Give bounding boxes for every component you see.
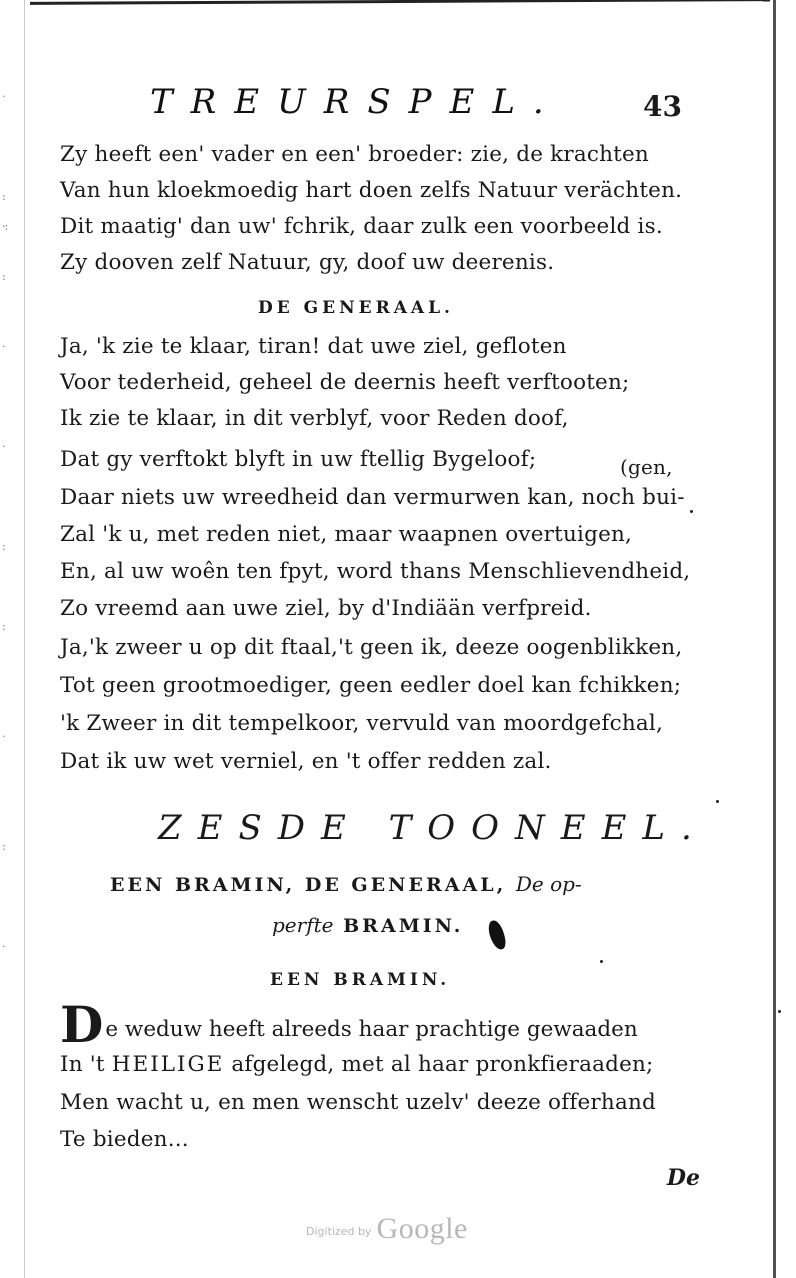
verse-line: Men wacht u, en men wenscht uzelv' deeze offerhand — [60, 1090, 656, 1115]
cast-names: BRAMIN. — [343, 915, 464, 937]
verse-line: Dat ik uw wet verniel, en 't offer redden zal. — [60, 749, 552, 774]
page-right-edge — [763, 0, 776, 1278]
verse-line — [60, 995, 638, 1054]
cast-list-line-1 — [110, 872, 582, 896]
verse-line: Ja,'k zweer u op dit ftaal,'t geen ik, deeze oogenblikken, — [60, 635, 683, 660]
cast-role: perfte — [272, 913, 334, 937]
verse-text: In 't — [60, 1052, 105, 1077]
verse-line: Tot geen grootmoediger, geen eedler doel kan fchikken; — [60, 673, 682, 698]
watermark-prefix: Digitized by — [306, 1225, 372, 1238]
scene-title: ZESDE TOONEEL. — [158, 808, 708, 848]
verse-smallcaps: HEILIGE — [111, 1052, 225, 1077]
verse-line: Van hun kloekmoedig hart doen zelfs Natuur verächten. — [60, 178, 683, 203]
page-number: 43 — [643, 90, 682, 123]
verse-text: afgelegd, met al haar pronkfieraaden; — [231, 1052, 654, 1077]
page-top-edge — [30, 0, 770, 15]
verse-line: Zy heeft een' vader en een' broeder: zie, de krachten — [60, 142, 649, 167]
catchword: De — [666, 1165, 700, 1191]
drop-cap: D — [60, 995, 104, 1054]
verse-line: Ja, 'k zie te klaar, tiran! dat uwe ziel, gefloten — [60, 334, 567, 359]
speaker-label: EEN BRAMIN. — [270, 970, 451, 990]
ink-speck — [716, 800, 719, 803]
verse-line: Zo vreemd aan uwe ziel, by d'Indiään verfpreid. — [60, 596, 592, 621]
verse-line: Ik zie te klaar, in dit verblyf, voor Reden doof, — [60, 406, 569, 431]
cast-role: De op- — [515, 872, 582, 896]
google-logo: Google — [376, 1212, 468, 1245]
ink-speck — [690, 510, 693, 513]
page-header — [60, 82, 680, 122]
ink-blot — [486, 919, 507, 952]
running-title: TREURSPEL. — [150, 82, 562, 122]
verse-line: En, al uw woên ten fpyt, word thans Menschlievendheid, — [60, 559, 691, 584]
verse-line: Zy dooven zelf Natuur, gy, doof uw deerenis. — [60, 250, 555, 275]
cast-names: EEN BRAMIN, DE GENERAAL, — [110, 874, 507, 896]
verse-line: Voor tederheid, geheel de deernis heeft verftooten; — [60, 370, 630, 395]
facing-page-bleed: · : ·: : · · : : · : · — [2, 90, 8, 953]
verse-line: Dat gy verftokt blyft in uw ftellig Bygeloof; — [60, 447, 537, 472]
verse-text: e weduw heeft alreeds haar prachtige gewaaden — [105, 1017, 638, 1042]
verse-line: 'k Zweer in dit tempelkoor, vervuld van moordgefchal, — [60, 711, 663, 736]
verse-line: Daar niets uw wreedheid dan vermurwen kan, noch bui- — [60, 485, 685, 510]
cast-list-line-2 — [272, 913, 463, 937]
verse-line: Zal 'k u, met reden niet, maar waapnen overtuigen, — [60, 522, 633, 547]
digitized-watermark — [306, 1212, 468, 1246]
ink-speck — [778, 1010, 781, 1013]
verse-line: Dit maatig' dan uw' fchrik, daar zulk een voorbeeld is. — [60, 214, 663, 239]
speaker-label: DE GENERAAL. — [258, 298, 454, 318]
verse-line — [60, 1052, 653, 1077]
ink-speck — [600, 960, 603, 963]
verse-line: Te bieden... — [60, 1127, 189, 1152]
overflow-word: (gen, — [620, 455, 673, 479]
